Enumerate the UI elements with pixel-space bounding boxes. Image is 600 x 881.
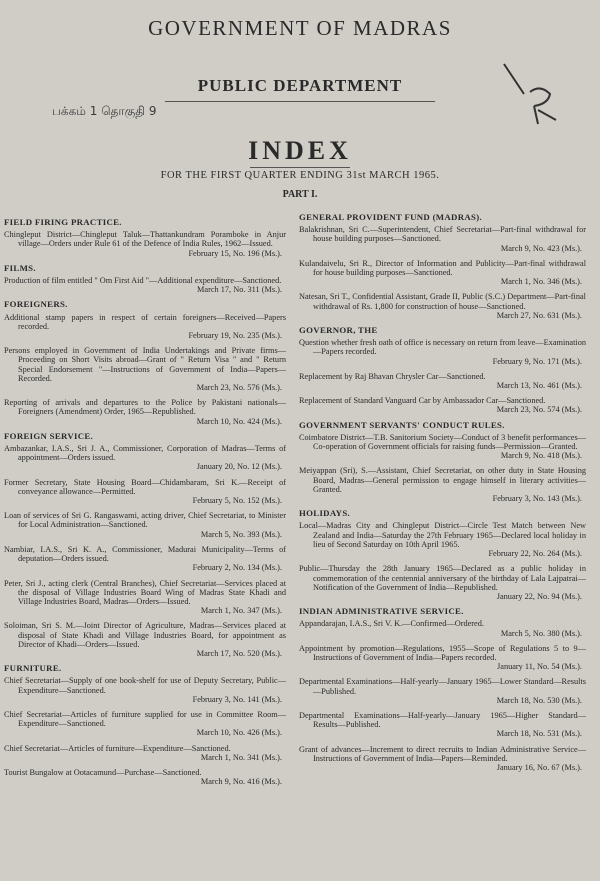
entry-text: Additional stamp papers in respect of certain foreigners—Received—Papers recorded.: [4, 312, 286, 331]
entry-text: Ambazankar, I.A.S., Sri J. A., Commissioner, Corporation of Madras—Terms of appointment—Orders issued.: [4, 444, 286, 463]
entry-reference: January 11, No. 54 (Ms.).: [497, 662, 582, 672]
entry-text: Grant of advances—Increment to direct recruits to Indian Administrative Service—Instructions of Government of India—Papers—Reminded.: [299, 744, 586, 763]
section-heading: FURNITURE.: [4, 663, 62, 674]
entry-reference: March 13, No. 461 (Ms.).: [496, 381, 582, 391]
entry-text: Persons employed in Government of India Undertakings and Private firms—Proceeding on Short Visits abroad—Grant of " Return Visa " and " Return Special Endorsement "—Instructions of Government of India—Papers—Recorded.: [4, 346, 286, 383]
index-entry: [299, 644, 586, 672]
index-entry: [4, 545, 286, 573]
index-entry: [299, 619, 586, 637]
section-heading: INDIAN ADMINISTRATIVE SERVICE.: [299, 606, 464, 617]
index-entry: [4, 230, 286, 258]
index-entry: [299, 711, 586, 739]
entry-reference: March 9, No. 416 (Ms.).: [200, 777, 282, 787]
index-entry: [4, 768, 286, 786]
entry-reference: March 23, No. 574 (Ms.).: [496, 405, 582, 415]
entry-reference: January 22, No. 94 (Ms.).: [496, 591, 582, 601]
entry-reference: February 15, No. 196 (Ms.).: [188, 248, 282, 258]
index-entry: [299, 292, 586, 320]
entry-reference: March 1, No. 347 (Ms.).: [200, 606, 282, 616]
entry-text: Chief Secretariat—Articles of furniture supplied for use in Committee Room—Expenditure—Sanctioned.: [4, 709, 286, 729]
part-label: PART I.: [282, 189, 318, 200]
section-heading: GOVERNMENT SERVANTS' CONDUCT RULES.: [299, 419, 505, 430]
entry-text: Public—Thursday the 28th January 1965—Declared as a public holiday in commemoration of the centennial anniversary of the birthday of Lala Lajpatrai—Notification of the Government of India—Republished.: [299, 564, 586, 592]
entry-reference: March 17, No. 311 (Ms.).: [197, 285, 282, 295]
section-heading: GENERAL PROVIDENT FUND (MADRAS).: [299, 212, 482, 222]
section-heading: HOLIDAYS.: [299, 508, 351, 519]
entry-reference: March 23, No. 576 (Ms.).: [196, 383, 282, 393]
entry-reference: March 27, No. 631 (Ms.).: [496, 310, 582, 320]
index-entry: [4, 346, 286, 392]
entry-reference: February 2, No. 134 (Ms.).: [192, 563, 282, 573]
handwritten-mark-icon: [498, 62, 568, 132]
entry-text: Kulandaivelu, Sri R., Director of Information and Publicity—Part-final withdrawal for house building purposes—Sanctioned.: [299, 258, 586, 278]
index-entry: [4, 398, 286, 426]
entry-text: Question whether fresh oath of office is necessary on return from leave—Examination—Papers recorded.: [299, 338, 586, 357]
quarter-line: FOR THE FIRST QUARTER ENDING 31st MARCH 1965.: [160, 170, 440, 181]
index-entry: [4, 511, 286, 539]
entry-text: Natesan, Sri T., Confidential Assistant, Grade II, Public (S.C.) Department—Part-final withdrawal of Rs. 1,800 for construction of house—Sanctioned.: [299, 292, 586, 311]
entry-reference: March 1, No. 346 (Ms.).: [500, 277, 582, 287]
entry-text: Nambiar, I.A.S., Sri K. A., Commissioner, Madurai Municipality—Terms of deputation—Orders issued.: [4, 544, 286, 564]
entry-text: Tourist Bungalow at Ootacamund—Purchase—Sanctioned.: [4, 767, 202, 777]
entry-reference: March 17, No. 520 (Ms.).: [196, 648, 282, 658]
entry-text: Reporting of arrivals and departures to the Police by Pakistani nationals—Foreigners (Amendment) Order, 1965—Republished.: [4, 398, 286, 417]
index-entry: [4, 579, 286, 616]
entry-reference: January 20, No. 12 (Ms.).: [196, 462, 282, 472]
index-entry: [4, 676, 286, 704]
index-entry: [299, 564, 586, 601]
index-entry: [299, 466, 586, 503]
index-entry: [299, 521, 586, 558]
index-entry: [299, 259, 586, 287]
entry-reference: February 19, No. 235 (Ms.).: [188, 331, 282, 341]
index-entry: [4, 313, 286, 341]
entry-text: Soloiman, Sri S. M.—Joint Director of Agriculture, Madras—Services placed at disposal of State Khadi and Village Industries Board, for appointment as Director of Khadi—Orders—Issued.: [4, 621, 286, 649]
entry-reference: February 3, No. 143 (Ms.).: [492, 494, 582, 504]
index-entry: [299, 338, 586, 366]
entry-text: Appandarajan, I.A.S., Sri V. K.—Confirmed—Ordered.: [299, 619, 484, 629]
index-entry: [299, 372, 586, 390]
index-entry: [4, 444, 286, 472]
entry-reference: February 9, No. 171 (Ms.).: [492, 356, 582, 366]
entry-reference: March 10, No. 424 (Ms.).: [196, 416, 282, 426]
index-entry: [299, 677, 586, 705]
index-entry: [4, 621, 286, 658]
index-entry: [299, 396, 586, 414]
entry-text: Local—Madras City and Chingleput District—Circle Test Match between New Zealand and India—Saturday the 27th February 1965—Declared local holiday in lieu of Second Saturday on 10th April 1965.: [299, 521, 586, 549]
entry-reference: March 18, No. 531 (Ms.).: [496, 729, 582, 739]
entry-text: Departmental Examinations—Half-yearly—January 1965—Higher Standard—Results—Published.: [299, 710, 586, 730]
entry-text: Production of film entitled " Om First Aid "—Additional expenditure—Sanctioned.: [4, 276, 282, 286]
left-column: [4, 218, 286, 792]
index-entry: [4, 744, 286, 762]
entry-text: Replacement of Standard Vanguard Car by Ambassador Car—Sanctioned.: [299, 396, 546, 406]
entry-text: Replacement by Raj Bhavan Chrysler Car—Sanctioned.: [299, 371, 486, 381]
entry-reference: March 9, No. 418 (Ms.).: [500, 451, 582, 461]
index-entry: [299, 745, 586, 773]
handwritten-tamil-note: பக்கம் 1 தொகுதி 9: [52, 104, 157, 118]
section-heading: FILMS.: [4, 262, 36, 273]
section-heading: GOVERNOR, THE: [299, 325, 378, 336]
entry-reference: February 5, No. 152 (Ms.).: [192, 496, 282, 506]
index-title: INDEX: [248, 136, 352, 165]
entry-text: Chingleput District—Chingleput Taluk—Thattankundram Poramboke in Anjur village—Orders under Rule 61 of the Defence of India Rules, 1962—Issued.: [4, 230, 286, 249]
entry-text: Departmental Examinations—Half-yearly—January 1965—Lower Standard—Results—Published.: [299, 677, 586, 696]
entry-text: Loan of services of Sri G. Rangaswami, acting driver, Chief Secretariat, to Minister for Local Administration—Sanctioned.: [4, 511, 286, 530]
entry-text: Former Secretary, State Housing Board—Chidambaram, Sri K.—Receipt of conveyance allowance—Permitted.: [4, 477, 286, 496]
index-entry: [4, 478, 286, 506]
entry-reference: March 1, No. 341 (Ms.).: [200, 752, 282, 762]
government-heading: GOVERNMENT OF MADRAS: [148, 16, 452, 40]
entry-text: Coimbatore District—T.B. Sanitorium Society—Conduct of 3 benefit performances—Co-operation of Government officials for raising funds—Permission—Granted.: [299, 432, 586, 452]
entry-reference: March 5, No. 380 (Ms.).: [500, 628, 582, 638]
index-underline: [250, 167, 350, 168]
entry-text: Peter, Sri J., acting clerk (Central Branches), Chief Secretariat—Services placed at the disposal of Village Industries Board Wing of Madras State Khadi and Village Industries Board, Madras—Orders—Issued.: [4, 578, 286, 606]
entry-text: Balakrishnan, Sri C.—Superintendent, Chief Secretariat—Part-final withdrawal for house building purposes—Sanctioned.: [299, 225, 586, 244]
section-heading: FOREIGN SERVICE.: [4, 430, 94, 441]
section-heading: FIELD FIRING PRACTICE.: [4, 217, 122, 227]
section-heading: FOREIGNERS.: [4, 299, 68, 310]
entry-text: Chief Secretariat—Articles of furniture—Expenditure—Sanctioned.: [4, 743, 231, 753]
entry-text: Meiyappan (Sri), S.—Assistant, Chief Secretariat, on other duty in State Housing Board, Madras—General permission to engage himself in literary activities—Granted.: [299, 466, 586, 494]
department-heading: PUBLIC DEPARTMENT: [197, 76, 403, 95]
entry-reference: January 16, No. 67 (Ms.).: [496, 762, 582, 772]
entry-reference: March 10, No. 426 (Ms.).: [196, 728, 282, 738]
department-underline: [165, 101, 435, 102]
index-entry: [4, 276, 286, 294]
entry-reference: March 18, No. 530 (Ms.).: [496, 695, 582, 705]
entry-reference: March 9, No. 423 (Ms.).: [500, 243, 582, 253]
entry-reference: February 22, No. 264 (Ms.).: [488, 549, 582, 559]
entry-text: Chief Secretariat—Supply of one book-shelf for use of Deputy Secretary, Public—Expenditure—Sanctioned.: [4, 676, 286, 695]
entry-reference: March 5, No. 393 (Ms.).: [200, 529, 282, 539]
right-column: [299, 213, 586, 778]
index-entry: [4, 710, 286, 738]
index-entry: [299, 433, 586, 461]
entry-text: Appointment by promotion—Regulations, 1955—Scope of Regulations 5 to 9—Instructions of Government of India—Papers recorded.: [299, 643, 586, 662]
entry-reference: February 3, No. 141 (Ms.).: [192, 694, 282, 704]
index-entry: [299, 225, 586, 253]
